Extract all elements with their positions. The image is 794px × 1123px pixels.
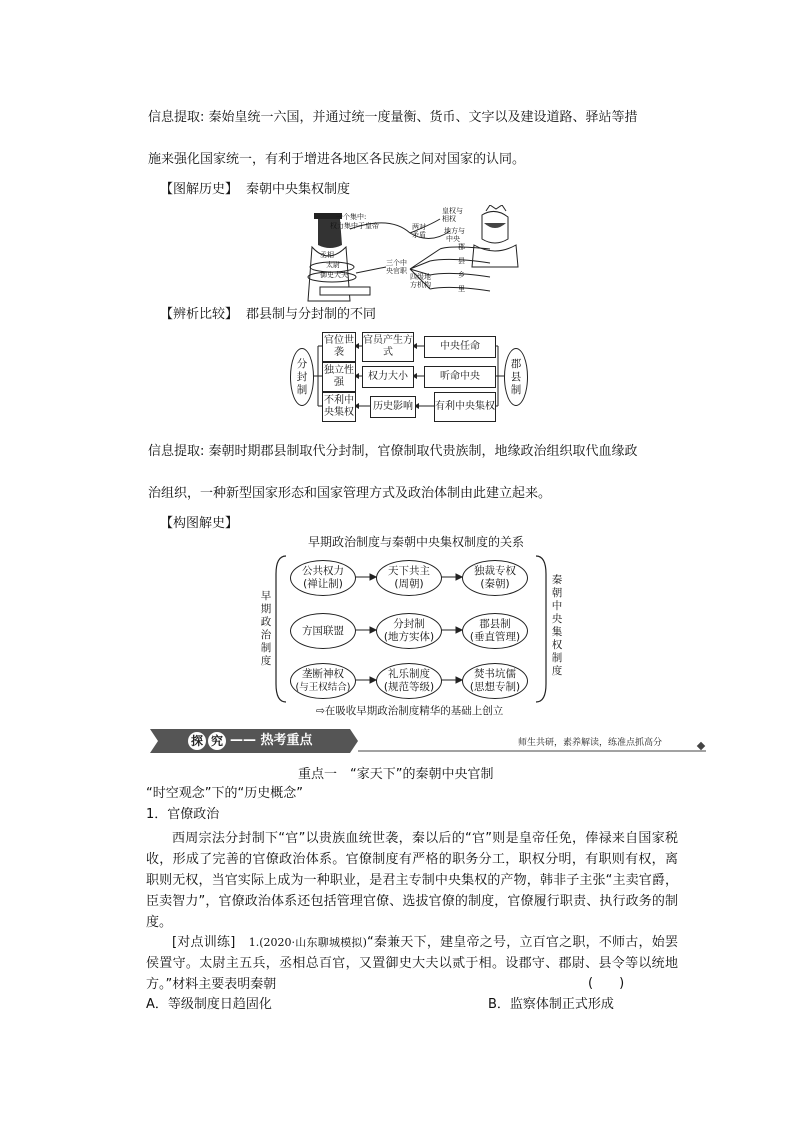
fig1-taiwei: 太尉 (326, 261, 340, 269)
fig3-cell-8 (376, 663, 442, 699)
fig1-contradiction: 矛盾 (412, 231, 426, 239)
section-banner (150, 729, 710, 753)
fig1-power: 权力集中于皇帝 (330, 222, 379, 230)
body-paragraph: 西周宗法分封制下“官”以贵族血统世袭，秦以后的“官”则是皇帝任免，俸禄来自国家税收，形成了完善的官僚政治体系。官僚制度有严格的职务分工，职权分明，有职则有权，离职则无权，当官实际上成为一种职业，是君主专制中央集权的产物，韩非子主张“主卖官爵，臣卖智力”，官僚政治体系还包括管理官僚、选拔官僚的制度，官僚履行职责、执行政务的制度。 (146, 831, 678, 930)
fig3-cell-3 (462, 560, 528, 596)
fig1-local-org: 方机构 (410, 281, 431, 289)
fig3-cell-6 (462, 613, 528, 649)
c6-line1: 郡县制 (479, 618, 511, 630)
fig1-emperor-rel: 皇权与 (442, 207, 463, 215)
fig3-right-label: 秦朝中央集权制度 (551, 574, 563, 677)
fig1-four-levels: 四级地 (410, 273, 431, 281)
right-junxian (504, 348, 528, 406)
c8-line2: (规范等级) (383, 681, 435, 693)
c7-line2: (与王权结合) (295, 682, 351, 693)
info-line-2: 施来强化国家统一，有利于增进各地区各民族之间对国家的认同。 (148, 152, 526, 167)
c2-line1: 天下共主 (388, 565, 430, 577)
qin-system-illustration (290, 205, 520, 305)
fig1-two-ways: 两对 (412, 223, 426, 231)
c6-line2: (垂直管理) (469, 631, 521, 643)
banner-slogan: 师生共研，素养解读，练准点抓高分 (518, 738, 663, 748)
c9-line2: (思想专制) (469, 681, 521, 693)
answer-paren: ( ) (588, 976, 625, 991)
r2-left: 独立性强 (322, 362, 356, 392)
c3-line1: 独裁专权 (474, 565, 516, 577)
fig1-xiang: 乡 (458, 271, 465, 279)
fig3-cell-2 (376, 560, 442, 596)
fig3-note: ⇨在吸收早期政治制度精华的基础上创立 (316, 705, 504, 717)
fig1-three-gong: 三个中 (386, 259, 407, 267)
right-junxian-label: 郡县制 (510, 357, 522, 396)
r2-mid: 权力大小 (362, 366, 414, 388)
r3-mid: 历史影响 (370, 396, 416, 418)
c3-line2: (秦朝) (480, 578, 510, 590)
section-tag-goutu: 【构图解史】 (160, 516, 239, 531)
r1-right: 中央任命 (424, 336, 496, 358)
fig3-left-label: 早期政治制度 (260, 590, 272, 667)
c1-line1: 公共权力 (302, 565, 344, 577)
info2-line-2: 治组织，一种新型国家形态和国家管理方式及政治体制由此建立起来。 (148, 486, 552, 501)
fig3-cell-9 (462, 663, 528, 699)
exercise-text: “秦兼天下，建皇帝之号，立百官之职，不师古，始罢侯置守。太尉主五兵，丞相总百官，又置御史大夫以贰于相。设郡守、郡尉、县令等以统地方。”材料主要表明秦朝 (146, 935, 678, 992)
info-line-1: 信息提取: 秦始皇统一六国，并通过统一度量衡、货币、文字以及建设道路、驿站等措 (148, 110, 638, 125)
fig1-yushi: 御史大夫 (320, 271, 348, 279)
relationship-diagram (256, 534, 566, 722)
c7-line1: 垄断神权 (302, 668, 344, 680)
c9-line1: 焚书坑儒 (474, 668, 516, 680)
fig1-central-office: 央官职 (386, 267, 407, 275)
banner-char-1: 探 (188, 732, 206, 750)
r2-right: 听命中央 (424, 366, 496, 388)
r3-left: 不利中央集权 (322, 392, 356, 422)
fig1-li: 里 (458, 285, 465, 293)
c5-line1: 分封制 (393, 618, 425, 630)
comparison-diagram (288, 330, 528, 422)
fig1-central: 中央 (446, 235, 460, 243)
banner-char-2: 究 (208, 732, 226, 750)
r3-right: 有利中央集权 (434, 392, 496, 422)
c1-line2: (禅让制) (303, 578, 343, 590)
section-title-tujie: 秦朝中央集权制度 (246, 182, 351, 197)
exercise-number: 1.(2020·山东聊城模拟) (248, 936, 367, 949)
c5-line2: (地方实体) (383, 631, 435, 643)
fig1-one-center: 一个集中: (336, 213, 367, 221)
fig3-cell-4 (290, 613, 356, 649)
section-tag-bianxi: 【辨析比较】 (160, 307, 239, 322)
fig1-chengxiang: 丞相 (320, 251, 334, 259)
banner-title: —— 热考重点 (230, 733, 313, 748)
fig1-xiang-quan: 相权 (442, 215, 456, 223)
fig1-jun: 郡 (458, 243, 465, 251)
exercise-tag: [对点训练] (172, 935, 236, 950)
c4-line1: 方国联盟 (302, 624, 344, 637)
fig3-title: 早期政治制度与秦朝中央集权制度的关系 (307, 535, 524, 549)
fig1-local-central: 地方与 (444, 227, 465, 235)
r1-left: 官位世袭 (322, 332, 356, 362)
fig3-cell-5 (376, 613, 442, 649)
fig3-cell-7 (290, 663, 356, 699)
left-fengjian (290, 348, 314, 406)
r1-mid: 官员产生方式 (362, 332, 414, 362)
section-tag-tujie: 【图解历史】 (160, 182, 239, 197)
option-a[interactable]: A．等级制度日趋固化 (146, 997, 272, 1012)
item-heading: 1．官僚政治 (146, 807, 220, 822)
left-fengjian-label: 分封制 (296, 357, 308, 396)
fig1-xian: 县 (458, 257, 465, 265)
section-title-bianxi: 郡县制与分封制的不同 (246, 307, 377, 322)
c2-line2: (周朝) (394, 578, 424, 590)
key-point-title: 重点一 “家天下”的秦朝中央官制 (298, 767, 494, 782)
subheading: “时空观念”下的“历史概念” (146, 786, 303, 801)
c8-line1: 礼乐制度 (388, 668, 430, 680)
fig3-cell-1 (290, 560, 356, 596)
info2-line-1: 信息提取: 秦朝时期郡县制取代分封制，官僚制取代贵族制，地缘政治组织取代血缘政 (148, 444, 638, 459)
option-b[interactable]: B．监察体制正式形成 (488, 997, 614, 1012)
